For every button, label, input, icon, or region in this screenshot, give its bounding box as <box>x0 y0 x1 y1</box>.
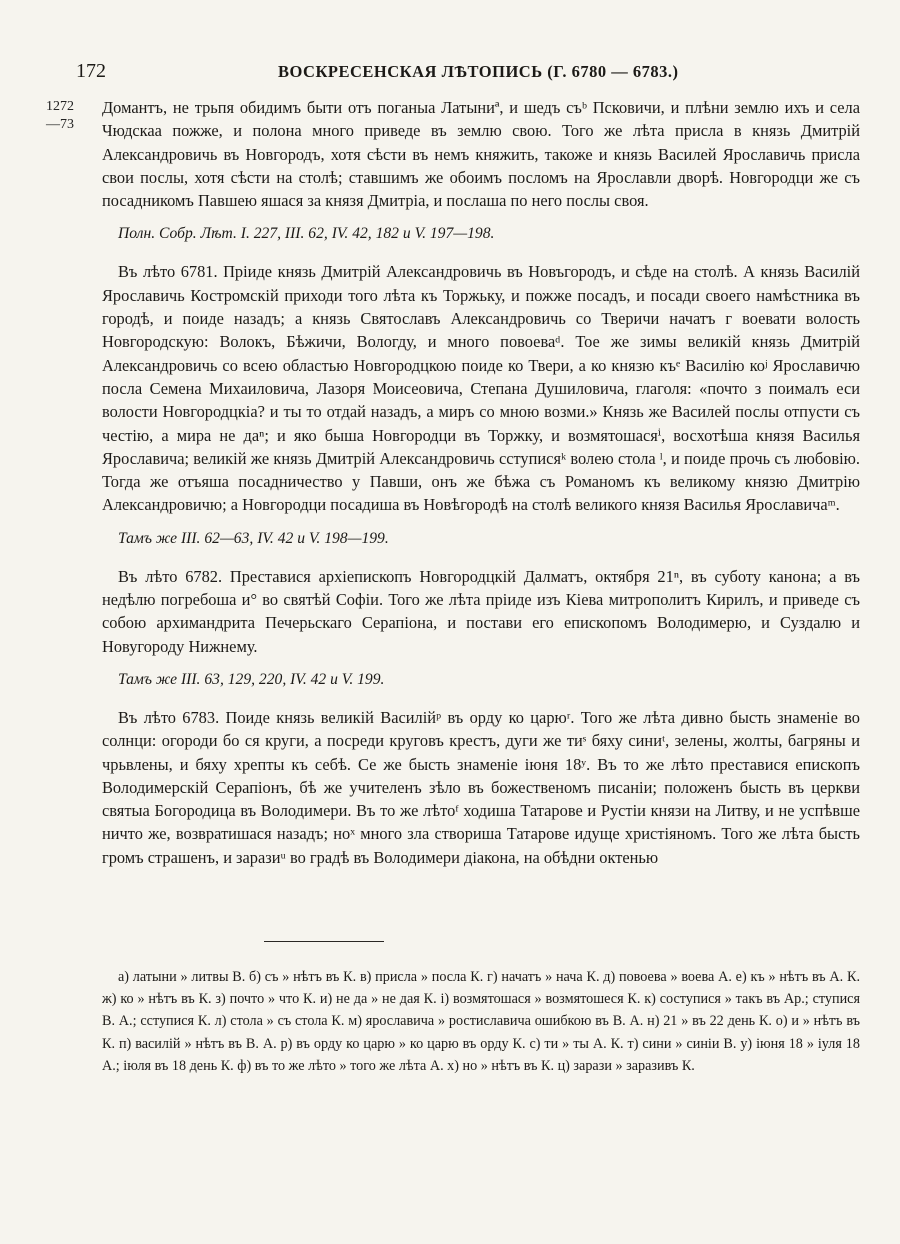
chronicle-entry-6782: Въ лѣто 6782. Преставися архіепископъ Новгородцкій Далматъ, октября 21ⁿ, въ суботу канона; а въ недѣлю погребоша и° во святѣй Софіи. Того же лѣта пріиде изъ Кіева митрополитъ Кирилъ, и приведе съ собою архимандрита Печерьскаго Серапіона, и постави его епископомъ Володимерю, и Суздалю и Новугороду Нижнему. <box>102 566 860 656</box>
running-head: ВОСКРЕСЕНСКАЯ ЛѢТОПИСЬ (Г. 6780 — 6783.) <box>278 62 679 81</box>
page-number: 172 <box>76 60 106 82</box>
page-header <box>0 60 900 88</box>
source-reference: Полн. Собр. Лѣт. I. 227, III. 62, IV. 42, 182 и V. 197—198. <box>118 225 495 243</box>
margin-year-note: 1272 —73 <box>46 99 74 132</box>
footnotes-text: а) латыни » литвы В. б) съ » нѣтъ въ К. в) присла » посла К. г) начатъ » нача К. д) повоева » воева А. е) къ » нѣтъ въ А. К. ж) ко » нѣтъ въ К. з) почто » что К. и) не да » не дая К. і) возмятошася » возмятошеся К. к) соступися » такъ въ Ар.; ступися В. А.; сступися К. л) стола » съ стола К. м) ярославича » ростиславича ошибкою въ В. А. н) 21 » въ 22 день К. о) и » нѣтъ въ К. п) василій » нѣтъ въ В. А. р) въ орду ко царю » ко царю въ орду К. с) ти » ты А. К. т) сини » синіи В. у) іюня 18 » іуля 18 А.; іюля въ 18 день К. ф) въ то же лѣто » того же лѣта А. х) но » нѣтъ въ К. ц) зарази » заразивъ К. <box>102 969 860 1074</box>
footnotes-section <box>102 966 860 1077</box>
source-reference: Тамъ же III. 63, 129, 220, IV. 42 и V. 199. <box>118 670 385 688</box>
main-text-body <box>102 96 860 869</box>
chronicle-entry-6781: Въ лѣто 6781. Пріиде князь Дмитрій Александровичь въ Новъгородъ, и сѣде на столѣ. А князь Василій Ярославичь Костромскій приходи того лѣта къ Торжьку, и пожже посадъ, и посади своего намѣстника въ городѣ, и поиде назадъ; а князь Святославъ Александровичь со Тверичи начатъ г воевати волость Новгородскую: Волокъ, Бѣжичи, Вологду, и много повоеваᵈ. Тое же зимы великій князь Дмитрій Александровичь со всею областью Новгородцкою поиде ко Твери, а ко князю къᵉ Василію коʲ Ярославичю посла Семена Михаиловича, Лазоря Моисеовича, Степана Душиловича, глаголя: «почто з поималъ еси волости Новгородцкіа? и ты то отдай назадъ, а миръ со мною возми.» Князь же Василей послы отпусти съ честію, а мира не даⁿ; и яко быша Новгородци въ Торжку, и возмятошасяⁱ, восхотѣша князя Василья Ярославича; великій же князь Дмитрій Александровичь сступисяᵏ волею стола ˡ, и поиде прочь съ любовію. Тогда же отъяша посадничество у Павши, онъ же бѣжа съ Романомъ къ великому князю Дмитрію Александровичю; а Новгородци посадиша въ Новѣгородѣ на столѣ великого князя Василья Ярославичаᵐ. <box>102 262 860 515</box>
footnote-divider <box>264 941 384 942</box>
chronicle-entry-1272: Домантъ, не трьпя обидимъ быти отъ поганыа Латыниª, и шедъ съᵇ Псковичи, и плѣни землю ихъ и села Чюдскаа пожже, и полона много приведе въ землю свою. Того же лѣта присла в князь Дмитрій Александровичь въ Новгородъ, хотя сѣсти въ немъ княжить, такоже и князь Василей Ярославичь присла свои послы, хотя сѣсти на столѣ; ставшимъ же обоимъ посломъ на Ярославли дворѣ. Новгородци же съ посадникомъ Павшею яшася за князя Дмитріа, и послаша по него послы своя. <box>102 98 860 211</box>
chronicle-entry-6783: Въ лѣто 6783. Поиде князь великій Василійᵖ въ орду ко царюʳ. Того же лѣта дивно бысть знаменіе во солнци: огороди бо ся круги, а посреди круговъ крестъ, дуги же тиˢ бяху синиᵗ, зелены, жолты, багряны и чрьвлены, и бяху хрепты къ себѣ. Се же бысть знаменіе іюня 18ʸ. Въ то же лѣто преставися епископъ Володимерскій Серапіонъ, бѣ же учителенъ зѣло въ божественомъ писаніи; положенъ бысть въ церкви святыа Богородица въ Володимери. Въ то же лѣтоᶠ ходиша Татарове и Рустіи князи на Литву, и не успѣвше ничто же, возвратишася назадъ; ноˣ много зла створиша Татарове идуще христіяномъ. Того же лѣта бысть громъ страшенъ, и заразиᵘ во градѣ въ Володимери діакона, на обѣдни октенью <box>102 707 860 867</box>
source-reference: Тамъ же III. 62—63, IV. 42 и V. 198—199. <box>118 529 389 547</box>
